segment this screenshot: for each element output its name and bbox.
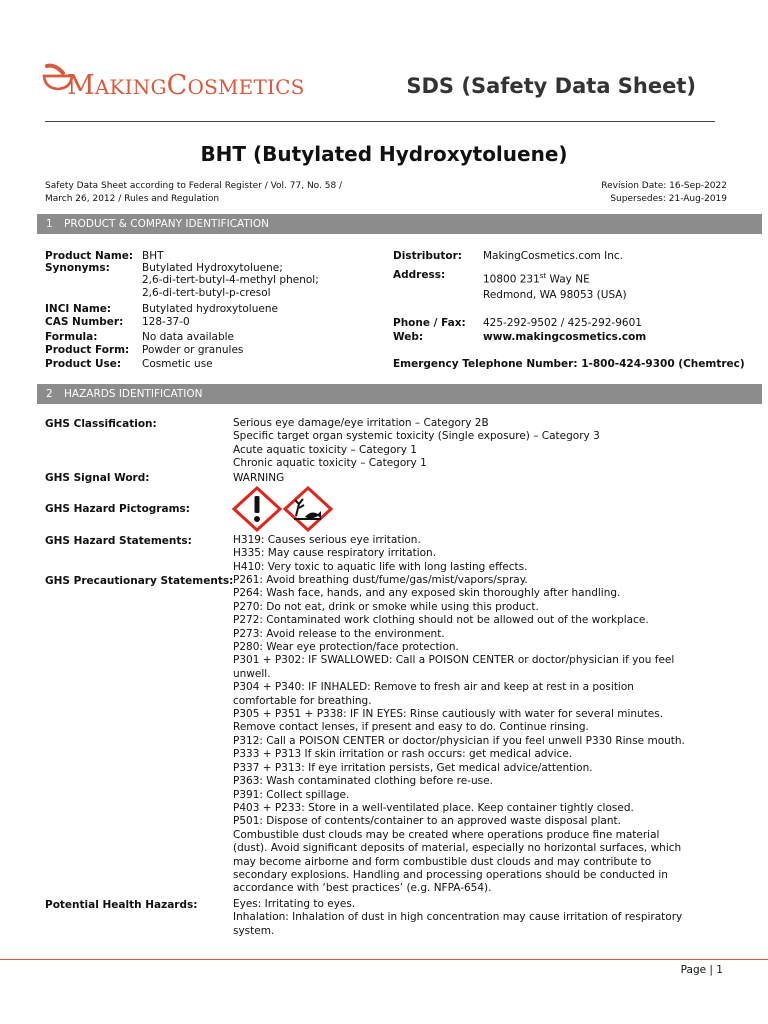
page-number: Page | 1 <box>680 964 723 976</box>
product-form-label: Product Form: <box>45 344 130 356</box>
health-hazard: Inhalation: Inhalation of dust in high concentration may cause irritation of respiratory system. <box>233 911 683 937</box>
phone-fax-value: 425-292-9502 / 425-292-9601 <box>483 317 642 329</box>
exclamation-mark-pictogram-icon <box>232 486 282 532</box>
synonym: 2,6-di-tert-butyl-4-methyl phenol; <box>142 274 319 287</box>
address-value <box>483 269 627 303</box>
hazard-statements-list <box>233 534 688 574</box>
cas-number-value: 128-37-0 <box>142 316 190 328</box>
logo-letters: AKING <box>94 75 167 99</box>
precautionary-statement: P261: Avoid breathing dust/fume/gas/mist/vapors/spray. <box>233 574 528 586</box>
precautionary-statement: P501: Dispose of contents/container to an approved waste disposal plant. <box>233 815 621 828</box>
revision-info <box>601 180 727 206</box>
precautionary-statement: P363: Wash contaminated clothing before re-use. <box>233 775 493 788</box>
section-2-header <box>37 384 762 404</box>
ghs-classification-list <box>233 417 688 471</box>
classification-item: Serious eye damage/eye irritation – Category 2B <box>233 417 489 429</box>
phone-fax-label: Phone / Fax: <box>393 317 466 329</box>
supersedes-date: Supersedes: 21-Aug-2019 <box>610 194 727 204</box>
product-use-value: Cosmetic use <box>142 358 213 370</box>
logo-letter: C <box>166 70 188 101</box>
synonyms-label: Synonyms: <box>45 262 110 274</box>
precautionary-statement: P270: Do not eat, drink or smoke while using this product. <box>233 600 539 613</box>
header-divider <box>45 121 715 122</box>
sds-title: SDS (Safety Data Sheet) <box>406 74 696 98</box>
health-hazards-label: Potential Health Hazards: <box>45 899 198 911</box>
precautionary-statement: P280: Wear eye protection/face protection. <box>233 641 459 654</box>
footer-divider <box>0 959 768 960</box>
precautionary-statements-list <box>233 574 688 896</box>
health-hazards-list <box>233 898 688 938</box>
hazard-statement: H319: Causes serious eye irritation. <box>233 534 421 546</box>
product-name-label: Product Name: <box>45 250 134 262</box>
classification-item: Acute aquatic toxicity – Category 1 <box>233 443 417 456</box>
pictograms-label: GHS Hazard Pictograms: <box>45 503 190 515</box>
inci-name-value: Butylated hydroxytoluene <box>142 303 278 315</box>
ghs-classification-label: GHS Classification: <box>45 418 157 430</box>
address-label: Address: <box>393 269 446 281</box>
precautionary-statement: P301 + P302: IF SWALLOWED: Call a POISON CENTER or doctor/physician if you feel unwell. <box>233 654 675 680</box>
classification-item: Chronic aquatic toxicity – Category 1 <box>233 457 427 470</box>
precautionary-statements-label: GHS Precautionary Statements: <box>45 575 234 587</box>
emergency-phone: Emergency Telephone Number: 1-800-424-9300 (Chemtrec) <box>393 358 745 370</box>
synonym: 2,6-di-tert-butyl-p-cresol <box>142 286 271 299</box>
precautionary-statement: P272: Contaminated work clothing should not be allowed out of the workplace. <box>233 614 649 627</box>
logo-letter: M <box>67 70 95 101</box>
hazard-statements-label: GHS Hazard Statements: <box>45 535 192 547</box>
inci-name-label: INCI Name: <box>45 303 112 315</box>
synonym: Butylated Hydroxytoluene; <box>142 262 283 274</box>
synonyms-value <box>142 262 319 299</box>
classification-item: Specific target organ systemic toxicity (Single exposure) – Category 3 <box>233 430 600 443</box>
address-line: Redmond, WA 98053 (USA) <box>483 288 627 301</box>
register-notice <box>45 180 342 206</box>
section-number: 2 <box>46 388 53 400</box>
precautionary-statement: P304 + P340: IF INHALED: Remove to fresh air and keep at rest in a position comfortable for breathing. <box>233 681 634 707</box>
register-line: Safety Data Sheet according to Federal Register / Vol. 77, No. 58 / <box>45 181 343 191</box>
revision-date: Revision Date: 16-Sep-2022 <box>601 181 727 191</box>
section-title: HAZARDS IDENTIFICATION <box>64 388 203 400</box>
section-title: PRODUCT & COMPANY IDENTIFICATION <box>64 218 270 230</box>
hazard-statement: H410: Very toxic to aquatic life with long lasting effects. <box>233 560 528 573</box>
precautionary-statement: P305 + P351 + P338: IF IN EYES: Rinse cautiously with water for several minutes. Remove contact lenses, if present and easy to do. Continue rinsing. <box>233 708 664 734</box>
cas-number-label: CAS Number: <box>45 316 124 328</box>
precautionary-statement: P273: Avoid release to the environment. <box>233 627 445 640</box>
health-hazard: Eyes: Irritating to eyes. <box>233 898 356 910</box>
signal-word-label: GHS Signal Word: <box>45 472 150 484</box>
distributor-value: MakingCosmetics.com Inc. <box>483 250 623 262</box>
formula-label: Formula: <box>45 331 98 343</box>
hazard-statement: H335: May cause respiratory irritation. <box>233 547 437 560</box>
precautionary-statement: P333 + P313 If skin irritation or rash occurs: get medical advice. <box>233 748 573 761</box>
register-line: March 26, 2012 / Rules and Regulation <box>45 194 220 204</box>
precautionary-statement: Combustible dust clouds may be created where operations produce fine material (dust). Avoid significant deposits of material, especially no horizontal surfaces, which may become airborne and form combustible dust clouds and may contribute to secondary explosions. Handling and processing operations should be conducted in accordance with ‘best practices’ (e.g. NFPA-654). <box>233 828 682 895</box>
precautionary-statement: P312: Call a POISON CENTER or doctor/physician if you feel unwell P330 Rinse mouth. <box>233 734 685 747</box>
precautionary-statement: P391: Collect spillage. <box>233 788 350 801</box>
web-label: Web: <box>393 331 424 343</box>
signal-word-value: WARNING <box>233 472 285 484</box>
section-1-header <box>37 214 762 234</box>
formula-value: No data available <box>142 331 234 343</box>
product-form-value: Powder or granules <box>142 344 244 356</box>
web-link[interactable]: www.makingcosmetics.com <box>483 331 647 343</box>
product-use-label: Product Use: <box>45 358 122 370</box>
distributor-label: Distributor: <box>393 250 462 262</box>
section-number: 1 <box>46 218 53 230</box>
precautionary-statement: P337 + P313: If eye irritation persists, Get medical advice/attention. <box>233 761 593 774</box>
precautionary-statement: P403 + P233: Store in a well-ventilated place. Keep container tightly closed. <box>233 801 634 814</box>
environment-pictogram-icon <box>283 486 333 532</box>
precautionary-statement: P264: Wash face, hands, and any exposed skin thoroughly after handling. <box>233 587 621 600</box>
document-title: BHT (Butylated Hydroxytoluene) <box>200 142 568 166</box>
address-line: 10800 231st Way NE <box>483 272 590 286</box>
logo-letters: OSMETICS <box>187 75 305 99</box>
product-name-value: BHT <box>142 250 164 262</box>
